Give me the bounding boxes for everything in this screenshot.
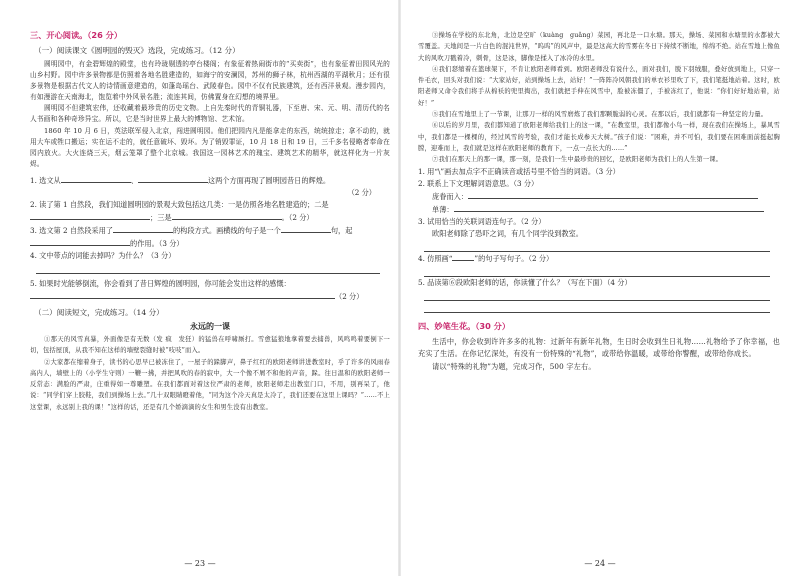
answer-blank[interactable] — [281, 224, 331, 233]
question-3: 3. 试用恰当的关联词语连句子。（2 分） — [418, 216, 546, 226]
question-5: 5. 品读第⑥段欧阳老师的话，你读懂了什么？（写在下面）（4 分） — [418, 277, 632, 287]
story-paragraph: ⑤我们在雪地里上了一节课，让那刀一样的风雪磨炼了我们那颗脆弱的心灵。在那以后，我们就都有一种坚定的力量。 — [432, 111, 768, 119]
composition-instruction: 请以“特殊的礼物”为题，完成习作，500 字左右。 — [432, 361, 596, 371]
question-2: 2. 读了第 1 自然段，我们知道圆明园的景观大致包括这几类：一是仿照各地名胜建造的；二是 — [30, 199, 329, 209]
answer-line[interactable] — [424, 265, 770, 277]
story-paragraph: ③操场在学校的东北角，北边是空旷（kuàng guǎng）菜园，再北是一口水塘。那天，操场、菜园和水塘里的水都被大雪覆盖。天地间是一片白色的混沌世界，“呜呜”的风声中，最是这高大的雪雾在冬日下持续不断地，绵绵不绝。站在雪地上像鱼大的风吹刀戳着冷，刺骨，这是冰，脚像是揉入了冰冷的水里。 — [418, 32, 780, 62]
answer-blank[interactable] — [138, 174, 208, 183]
passage-paragraph: 1860 年 10 月 6 日，英法联军侵入北京，闯进圆明园。他们把园内凡是能拿走的东西，统统掠走；拿不动的，就用大车或牲口搬运；实在运不走的，就任意破坏、毁坏。为了销毁罪证，10 月 18 日和 19 日，三千多名侵略者奉命在园内放火。大火连烧三天，烟云笼罩了整个北京城。我国这一园林艺术的瑰宝、建筑艺术的精华，就这样化为一片灰烬。 — [30, 126, 390, 168]
question-2-cont: ；三是 。（2 分） — [30, 211, 390, 224]
page-number: — 23 — — [184, 559, 216, 568]
story-title: 永远的一课 — [190, 321, 230, 331]
story-paragraph: ⑥以后的岁月里，我们都知道了欧阳老师给我们上的这一课，“在教室里，我们都像小鸟一样，现在我们在操场上，暴风雪中，我们都是一棵棵的，经过风雪的考验，我们才能长成参天大树。”孩子们说：“困难，并不可怕，我们要在困难面前挺起胸膛，迎难而上，我们就是这样在欧阳老师的教育下，一点一点长大的……” — [418, 122, 780, 152]
answer-line[interactable] — [424, 301, 770, 313]
question-1: 1. 选文从 、 这两个方面再现了圆明园昔日的辉煌。 — [30, 175, 331, 185]
part-heading: （二）阅读短文，完成练习。（14 分） — [34, 307, 164, 317]
underline-sample — [452, 252, 474, 261]
story-paragraph: ⑦我们在那天上的那一课，那一刻，是我们一生中最珍贵的回忆，是欧阳老师为我们上的人生第一课。 — [432, 156, 723, 164]
part-heading: （一）阅读课文《圆明园的毁灭》选段，完成练习。（12 分） — [34, 46, 240, 55]
section-heading: 四、妙笔生花。（30 分） — [418, 320, 511, 331]
question-3-cont: 的作用。（3 分） — [30, 237, 390, 250]
question-3: 3. 选文第 2 自然段采用了 的构段方式。画横线的句子是一个 句，起 — [30, 225, 353, 235]
answer-blank[interactable] — [61, 174, 131, 183]
question-3-sentence: 欧阳老师除了恐吓之词，有几个同学没到教室。 — [432, 228, 583, 238]
question-2: 2. 联系上下文理解词语意思。（3 分） — [418, 178, 539, 188]
story-paragraph: ①那天的风雪真暴，外面像是有无数（发 疯 发狂）的猛兽在呼啸厮打。雪愈猛狼地拿着要去捕兽，风鸣鸣着要倒下一切，包括屋顶，从我不知在这样的墙壁裂缝时被“吱吱”而入。 — [30, 335, 390, 355]
answer-blank[interactable] — [468, 190, 758, 199]
answer-line[interactable] — [424, 289, 770, 301]
page-number: — 24 — — [584, 559, 616, 568]
question-1: 1. 用“\”画去加点字不正确读音或括号里不恰当的词语。（3 分） — [418, 166, 620, 176]
question-4: 4. 文中带点的词能去掉吗？为什么？（3 分） — [30, 250, 176, 260]
question-5: 5. 如果时光能够倒流，你会看到了昔日辉煌的圆明园，你可能会发出这样的感慨： — [30, 278, 291, 288]
answer-blank[interactable] — [30, 237, 130, 246]
score: （2 分） — [347, 187, 376, 197]
answer-blank[interactable] — [454, 203, 764, 212]
answer-line[interactable] — [424, 240, 770, 252]
section-heading: 三、开心阅读。（26 分） — [30, 30, 123, 40]
composition-prompt: 生活中，你会收到许许多多的礼物：过新年有新年礼物，生日时会收到生日礼物……礼物给予了你幸福，也充实了生活。在你记忆深处，有没有一份特殊的“礼物”，或带给你温暖，或带给你警醒，或带给你成长。 — [418, 336, 780, 359]
answer-blank[interactable] — [30, 211, 150, 220]
question-5-line: （2 分） — [30, 290, 390, 303]
word-2: 单薄： — [418, 203, 780, 216]
answer-blank[interactable] — [172, 211, 282, 220]
answer-line[interactable] — [36, 262, 380, 274]
passage-paragraph: 圆明园不但建筑宏伟，还收藏着最珍贵的历史文物。上自先秦时代的青铜礼器，下至唐、宋、元、明、清历代的名人书画和各种奇珍异宝。所以，它是当时世界上最大的博物馆、艺术馆。 — [30, 104, 390, 124]
right-page — [400, 0, 800, 576]
story-paragraph: ②大家都在缩着身子，读书的心思早已被冻住了，一屋子的跺脚声，鼻子红红的欧阳老师讲进教室时，乎了许多的风雨春高内人，墙壁上的（小学生守则）一鞭一拂，并把风吹的春的寂中，大一个像不屑不和他的声音，跺。往日温和的欧阳老师一反常态：满脸的严肃，庄重得如一尊雕塑。在我们都面对着这位严肃的老师，欧阳老师走出教室门口，不用，别再呆了，他说：“同学们穿上胶鞋，我们到操场上去。”几十双眼睛瞪着他，“同为这个冷天真是太冷了，我们还要在这里上课吗？”……不上这堂课，永远别上我的课！”这样的话，还是有几个娇滴滴的女生和男生没有出教室。 — [30, 358, 390, 411]
word-1: 庞眷而入： — [418, 190, 780, 203]
answer-blank[interactable] — [30, 290, 335, 299]
story-paragraph: ④我们瑟缩着在篮球架下，不肯让欧阳老师看到。欧阳老师没有说什么，面对我们，脱下羽绒服，叠好放到地上，只穿一件毛衣，回头对我们说：“大家站好，站到操场上去，站好！”一阵阵冷风朝我们的单衣衫里吹了下，我们笔挺地站着。这时，欧阳老师又命令我们将手从棉袄的兜里掏出，我们就把手伸在风雪中，脸被冻僵了，手被冻红了，他说：“你们好好地站着，站好！” — [418, 65, 780, 107]
passage-paragraph: 圆明园中，有金碧辉煌的殿堂，也有玲珑剔透的亭台楼阁；有象征着热闹街市的“买卖街”，也有象征着田园风光的山乡村野。园中许多景物都是仿照着各地名胜建造的，如海宁的安澜园，苏州的狮子林，杭州西湖的平湖秋月；还有很多景物是根据古代文人的诗情画意建造的，如蓬岛瑶台、武陵春色。园中不仅有民族建筑，还有西洋景观。漫步园内，有如漫游在天南海北，饱览着中外风景名胜；流连其间，仿佛置身在幻想的境界里。 — [30, 60, 390, 102]
answer-blank[interactable] — [113, 224, 173, 233]
question-4: 4. 仿照画“ ”的句子写句子。（2 分） — [418, 253, 554, 263]
